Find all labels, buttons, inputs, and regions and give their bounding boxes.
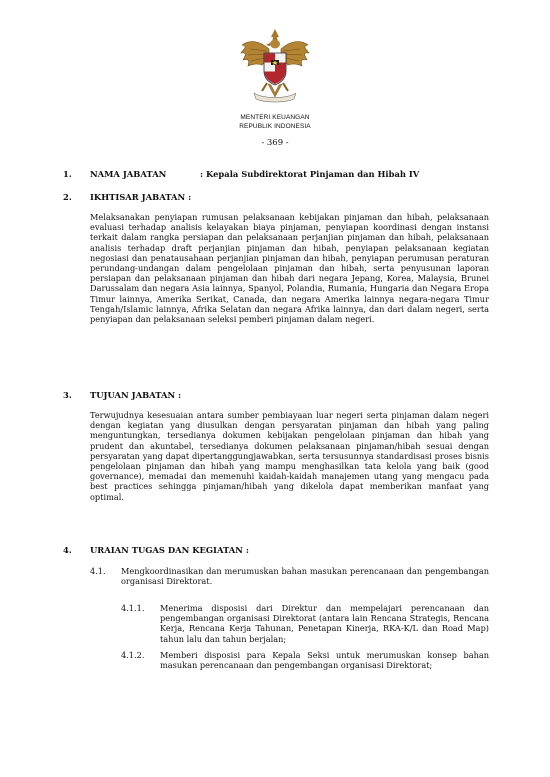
- section-1-number: 1.: [63, 169, 72, 179]
- item-4-1-1-number: 4.1.1.: [121, 603, 145, 613]
- section-4-label: URAIAN TUGAS DAN KEGIATAN :: [90, 545, 249, 555]
- item-4-1-text: Mengkoordinasikan dan merumuskan bahan masukan perencanaan dan pengembangan organisasi Direktorat.: [121, 566, 489, 587]
- section-2-paragraph: Melaksanakan penyiapan rumusan pelaksanaan kebijakan pinjaman dan hibah, pelaksanaan evaluasi terhadap analisis kelayakan biaya pinjaman, penyiapan koordinasi dengan instansi terkait dalam rangka persiapan dan pelaksanaan perjanjian pinjaman dan hibah, pelaksanaan analisis terhadap draft perjanjian pinjaman dan hibah, penyiapan pelaksanaan kegiatan negosiasi dan penatausahaan perjanjian pinjaman dan hibah, penyiapan perumusan peraturan perundang-undangan dalam pengelolaan pinjaman dan hibah, serta penyusunan laporan persiapan dan pelaksanaan pinjaman dan hibah dari negara Jepang, Korea, Malaysia, Brunei Darussalam dan negara Asia lainnya, Spanyol, Polandia, Rumania, Hungaria dan Negara Eropa Timur lainnya, Amerika Serikat, Canada, dan negara Amerika lainnya negara-negara Timur Tengah/Islamic lainnya, Afrika Selatan dan negara Afrika lainnya, dan dari dalam negeri, serta penyiapan dan pelaksanaan seleksi pemberi pinjaman dalam negeri.: [90, 212, 489, 325]
- item-4-1-2-text: Memberi disposisi para Kepala Seksi untuk merumuskan konsep bahan masukan perencanaan dan pengembangan organisasi Direktorat;: [160, 650, 489, 671]
- section-2-number: 2.: [63, 192, 72, 202]
- item-4-1-1-text: Menerima disposisi dari Direktur dan mempelajari perencanaan dan pengembangan organisasi Direktorat (antara lain Rencana Strategis, Rencana Kerja, Rencana Kerja Tahunan, Penetapan Kinerja, RKA-K/L dan Road Map) tahun lalu dan tahun berjalan;: [160, 603, 489, 644]
- item-4-1-2-number: 4.1.2.: [121, 650, 145, 660]
- item-4-1-number: 4.1.: [90, 566, 106, 576]
- section-1-label: NAMA JABATAN: [90, 169, 167, 179]
- section-1-value: : Kepala Subdirektorat Pinjaman dan Hibah IV: [200, 169, 420, 179]
- section-3-label: TUJUAN JABATAN :: [90, 390, 182, 400]
- ministry-name: MENTERI KEUANGAN: [240, 114, 310, 121]
- section-2-label: IKHTISAR JABATAN :: [90, 192, 192, 202]
- garuda-emblem-icon: [240, 27, 310, 105]
- ministry-country: REPUBLIK INDONESIA: [239, 123, 311, 130]
- section-3-number: 3.: [63, 390, 72, 400]
- section-4-number: 4.: [63, 545, 72, 555]
- section-3-paragraph: Terwujudnya kesesuaian antara sumber pembiayaan luar negeri serta pinjaman dalam negeri dengan kegiatan yang diusulkan dengan persyaratan pinjaman dan hibah yang paling menguntungkan, tersedianya dokumen kebijakan pengelolaan pinjaman dan hibah yang prudent dan akuntabel, tersedianya dokumen pelaksanaan pinjaman/hibah sesuai dengan persyaratan yang dapat dipertanggungjawabkan, serta tersusunnya standardisasi proses bisnis pengelolaan pinjaman dan hibah yang mampu menghasilkan tata kelola yang baik (good governance), memadai dan memenuhi kaidah-kaidah manajemen utang yang mengacu pada best practices sehingga pinjaman/hibah yang dikelola dapat memberikan manfaat yang optimal.: [90, 410, 489, 502]
- page-number: - 369 -: [261, 138, 289, 148]
